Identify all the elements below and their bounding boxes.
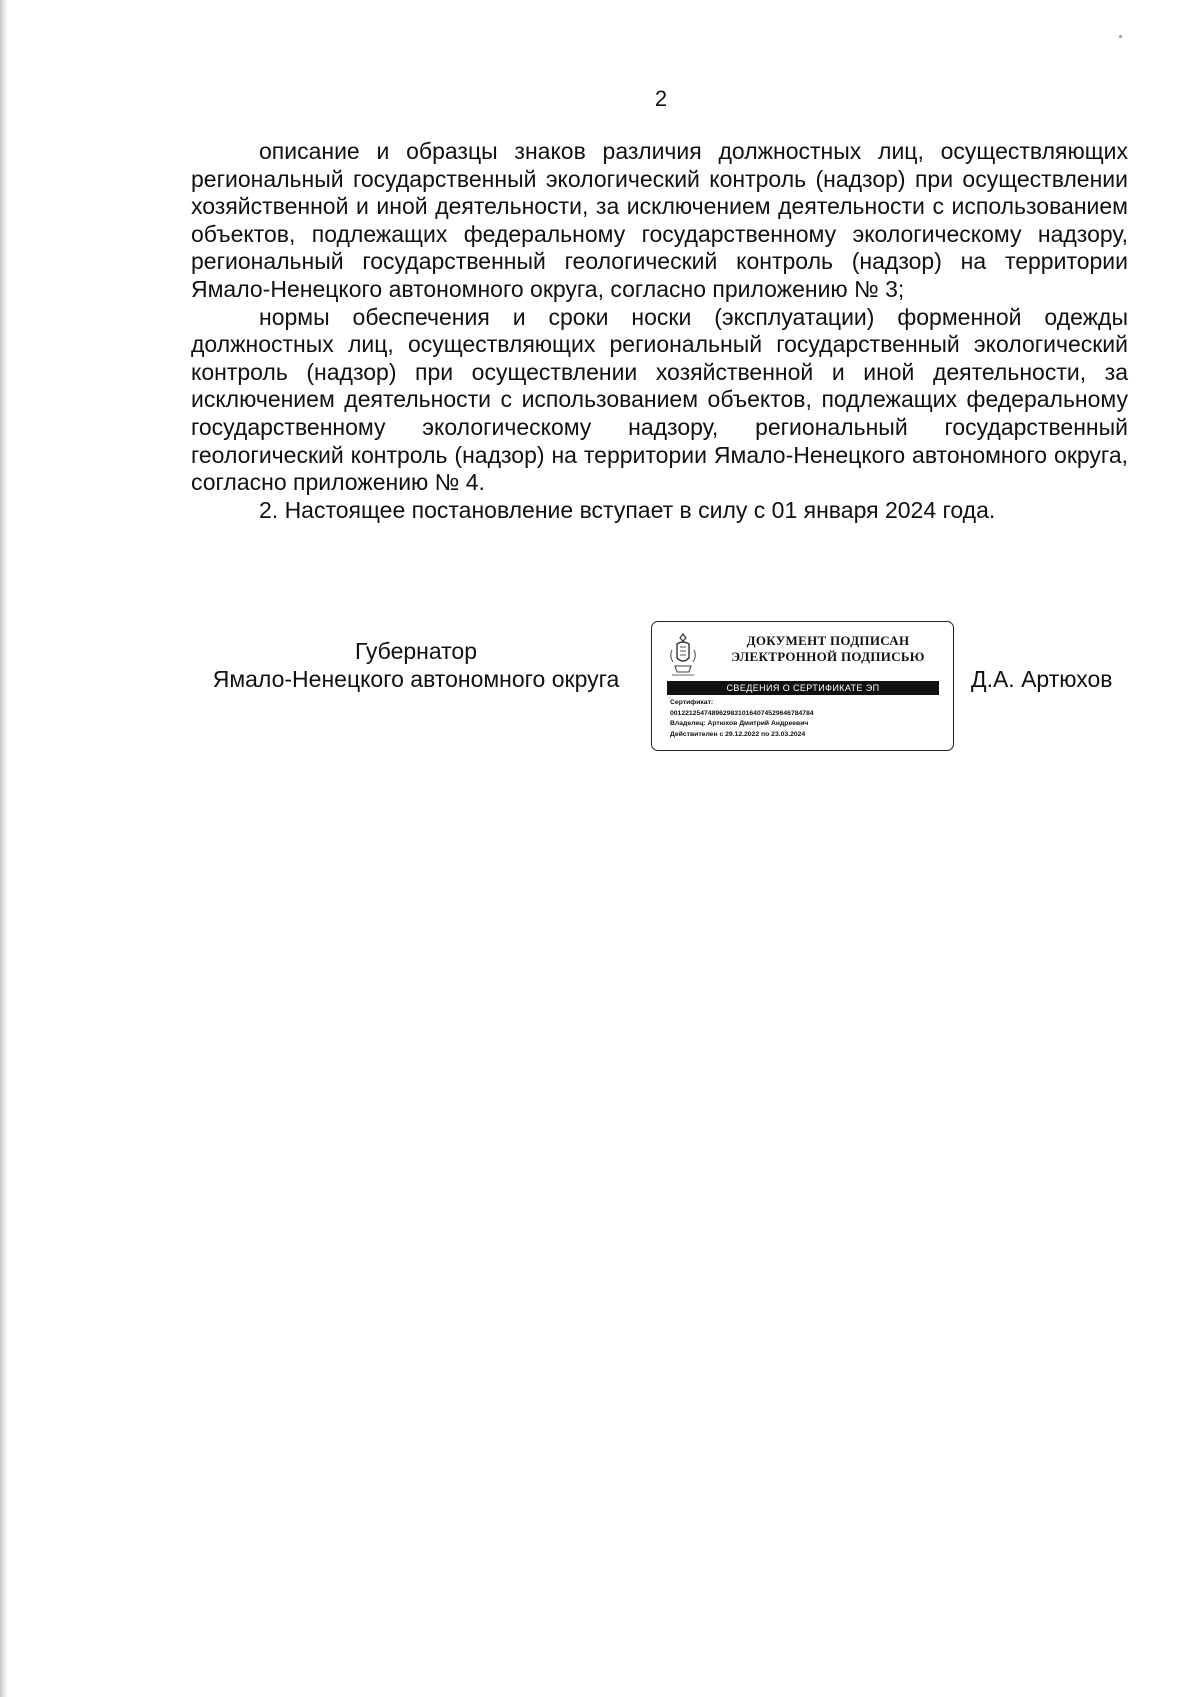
certificate-number: 00122125474896298310164074529646784784	[670, 709, 814, 717]
certificate-owner: Владелец: Артюхов Дмитрий Андреевич	[670, 720, 809, 727]
document-body	[191, 138, 1128, 524]
page-number: 2	[654, 86, 668, 111]
position-title: Губернатор	[354, 638, 478, 664]
signatory-name: Д.А. Артюхов	[971, 666, 1113, 692]
stamp-title-line1: ДОКУМЕНТ ПОДПИСАН	[746, 633, 910, 648]
paragraph-insignia: описание и образцы знаков различия должностных лиц, осуществляющих региональный государственный экологический контроль (надзор) при осуществлении хозяйственной и иной деятельности, за исключением деятельности с использованием объектов, подлежащих федеральному государственному экологическому надзору, региональный государственный геологический контроль (надзор) на территории Ямало-Ненецкого автономного округа, согласно приложению № 3;	[191, 138, 1128, 302]
paragraph-effective-date: 2. Настоящее постановление вступает в силу с 01 января 2024 года.	[259, 496, 996, 523]
stamp-title	[710, 633, 946, 665]
stamp-title-line2: ЭЛЕКТРОННОЙ ПОДПИСЬЮ	[731, 649, 925, 664]
certificate-validity: Действителен с 29.12.2022 по 23.03.2024	[670, 730, 806, 738]
position-region: Ямало-Ненецкого автономного округа	[212, 666, 620, 692]
signatory-position	[191, 637, 641, 693]
paragraph-uniform-norms: нормы обеспечения и сроки носки (эксплуатации) форменной одежды должностных лиц, осуществляющих региональный государственный экологический контроль (надзор) при осуществлении хозяйственной и иной деятельности, за исключением деятельности с использованием объектов, подлежащих федеральному государственному экологическому надзору, региональный государственный геологический контроль (надзор) на территории Ямало-Ненецкого автономного округа, согласно приложению № 4.	[191, 303, 1128, 496]
electronic-signature-stamp	[651, 621, 954, 751]
scan-speck	[1119, 35, 1122, 38]
page-edge-shadow	[0, 0, 8, 1697]
certificate-details	[670, 698, 945, 740]
certificate-info-band: СВЕДЕНИЯ О СЕРТИФИКАТЕ ЭП	[667, 681, 939, 695]
certificate-label: Сертификат:	[670, 699, 714, 706]
coat-of-arms-emblem-icon	[666, 632, 700, 680]
